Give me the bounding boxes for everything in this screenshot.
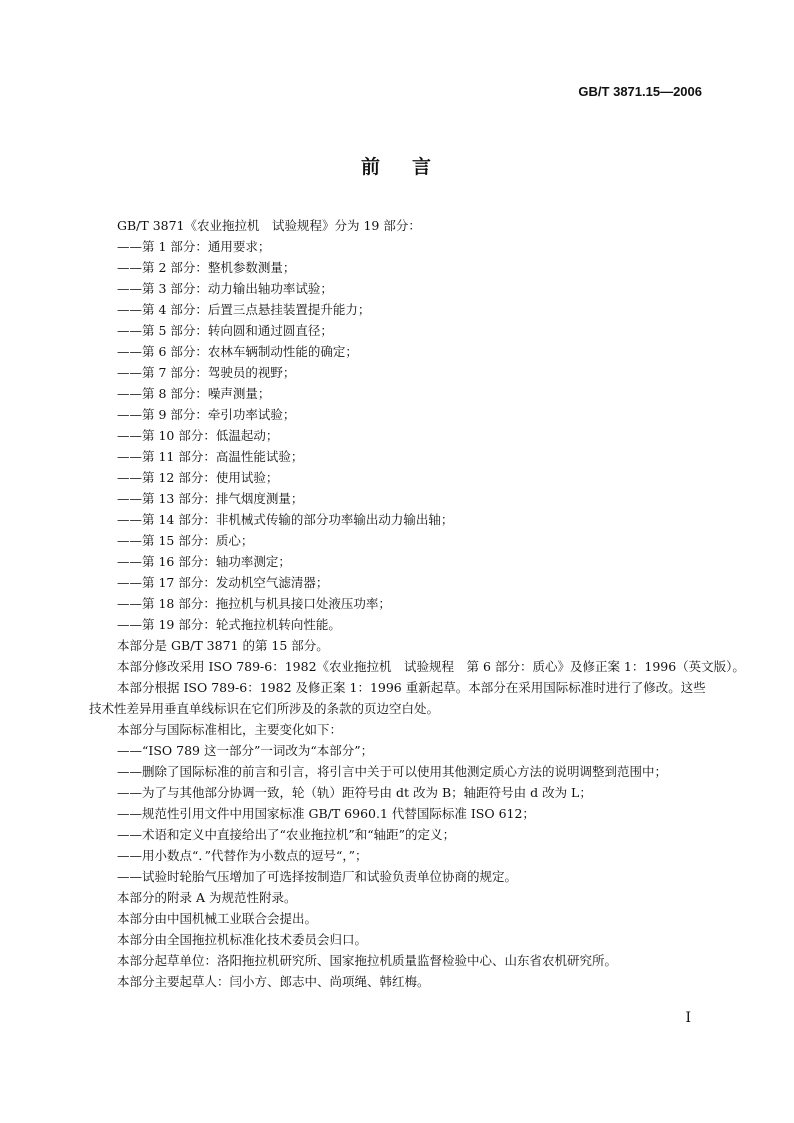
parts-list xyxy=(89,236,709,635)
changes-list xyxy=(89,740,709,887)
change-item: ——试验时轮胎气压增加了可选择按制造厂和试验负责单位协商的规定。 xyxy=(117,869,518,884)
part-item: ——第 1 部分：通用要求； xyxy=(117,239,271,254)
title-char-2: 言 xyxy=(412,156,434,178)
preface-body xyxy=(89,215,745,992)
part-item: ——第 10 部分：低温起动； xyxy=(117,428,279,443)
part-item: ——第 8 部分：噪声测量； xyxy=(117,386,271,401)
closing-line: 本部分由中国机械工业联合会提出。 xyxy=(117,911,318,926)
change-item: ——用小数点“．”代替作为小数点的逗号“，”； xyxy=(117,848,368,863)
change-item: ——为了与其他部分协调一致，轮（轨）距符号由 dt 改为 B；轴距符号由 d 改为 L； xyxy=(117,785,592,800)
page-number: I xyxy=(685,1010,691,1026)
statement-redraft: 本部分根据 ISO 789-6：1982 及修正案 1：1996 重新起草。本部分在采用国际标准时进行了修改。这些技术性差异用垂直单线标识在它们所涉及的条款的页边空白处。 xyxy=(89,680,706,716)
part-item: ——第 7 部分：驾驶员的视野； xyxy=(117,365,296,380)
part-item: ——第 14 部分：非机械式传输的部分功率输出动力输出轴； xyxy=(117,512,454,527)
closing-statements xyxy=(89,887,709,992)
part-item: ——第 6 部分：农林车辆制动性能的确定； xyxy=(117,344,358,359)
standard-code: GB/T 3871.15—2006 xyxy=(578,84,702,99)
title-char-1: 前 xyxy=(360,156,382,178)
part-item: ——第 5 部分：转向圆和通过圆直径； xyxy=(117,323,333,338)
part-item: ——第 17 部分：发动机空气滤清器； xyxy=(117,575,329,590)
part-item: ——第 18 部分：拖拉机与机具接口处液压功率； xyxy=(117,596,391,611)
part-item: ——第 3 部分：动力输出轴功率试验； xyxy=(117,281,333,296)
closing-line: 本部分起草单位：洛阳拖拉机研究所、国家拖拉机质量监督检验中心、山东省农机研究所。 xyxy=(117,953,618,968)
statement-modify: 本部分修改采用 ISO 789-6：1982《农业拖拉机 试验规程 第 6 部分：质心》及修正案 1：1996（英文版）。 xyxy=(117,659,745,674)
change-item: ——规范性引用文件中用国家标准 GB/T 6960.1 代替国际标准 ISO 612； xyxy=(117,806,535,821)
closing-line: 本部分由全国拖拉机标准化技术委员会归口。 xyxy=(117,932,368,947)
closing-line: 本部分主要起草人：闫小方、郎志中、尚项绳、韩红梅。 xyxy=(117,974,430,989)
change-item: ——删除了国际标准的前言和引言，将引言中关于可以使用其他测定质心方法的说明调整到范围中； xyxy=(117,764,668,779)
part-item: ——第 19 部分：轮式拖拉机转向性能。 xyxy=(117,617,341,632)
closing-line: 本部分的附录 A 为规范性附录。 xyxy=(117,890,297,905)
part-item: ——第 2 部分：整机参数测量； xyxy=(117,260,296,275)
page-title xyxy=(0,152,794,179)
change-item: ——术语和定义中直接给出了“农业拖拉机”和“轴距”的定义； xyxy=(117,827,456,842)
part-item: ——第 11 部分：高温性能试验； xyxy=(117,449,304,464)
part-item: ——第 12 部分：使用试验； xyxy=(117,470,279,485)
intro-line: GB/T 3871《农业拖拉机 试验规程》分为 19 部分： xyxy=(117,218,421,233)
part-item: ——第 15 部分：质心； xyxy=(117,533,254,548)
part-item: ——第 9 部分：牵引功率试验； xyxy=(117,407,296,422)
statement-part: 本部分是 GB/T 3871 的第 15 部分。 xyxy=(117,638,329,653)
part-item: ——第 16 部分：轴功率测定； xyxy=(117,554,291,569)
changes-intro: 本部分与国际标准相比，主要变化如下： xyxy=(117,722,343,737)
part-item: ——第 4 部分：后置三点悬挂装置提升能力； xyxy=(117,302,371,317)
part-item: ——第 13 部分：排气烟度测量； xyxy=(117,491,304,506)
change-item: ——“ISO 789 这一部分”一词改为“本部分”； xyxy=(117,743,374,758)
